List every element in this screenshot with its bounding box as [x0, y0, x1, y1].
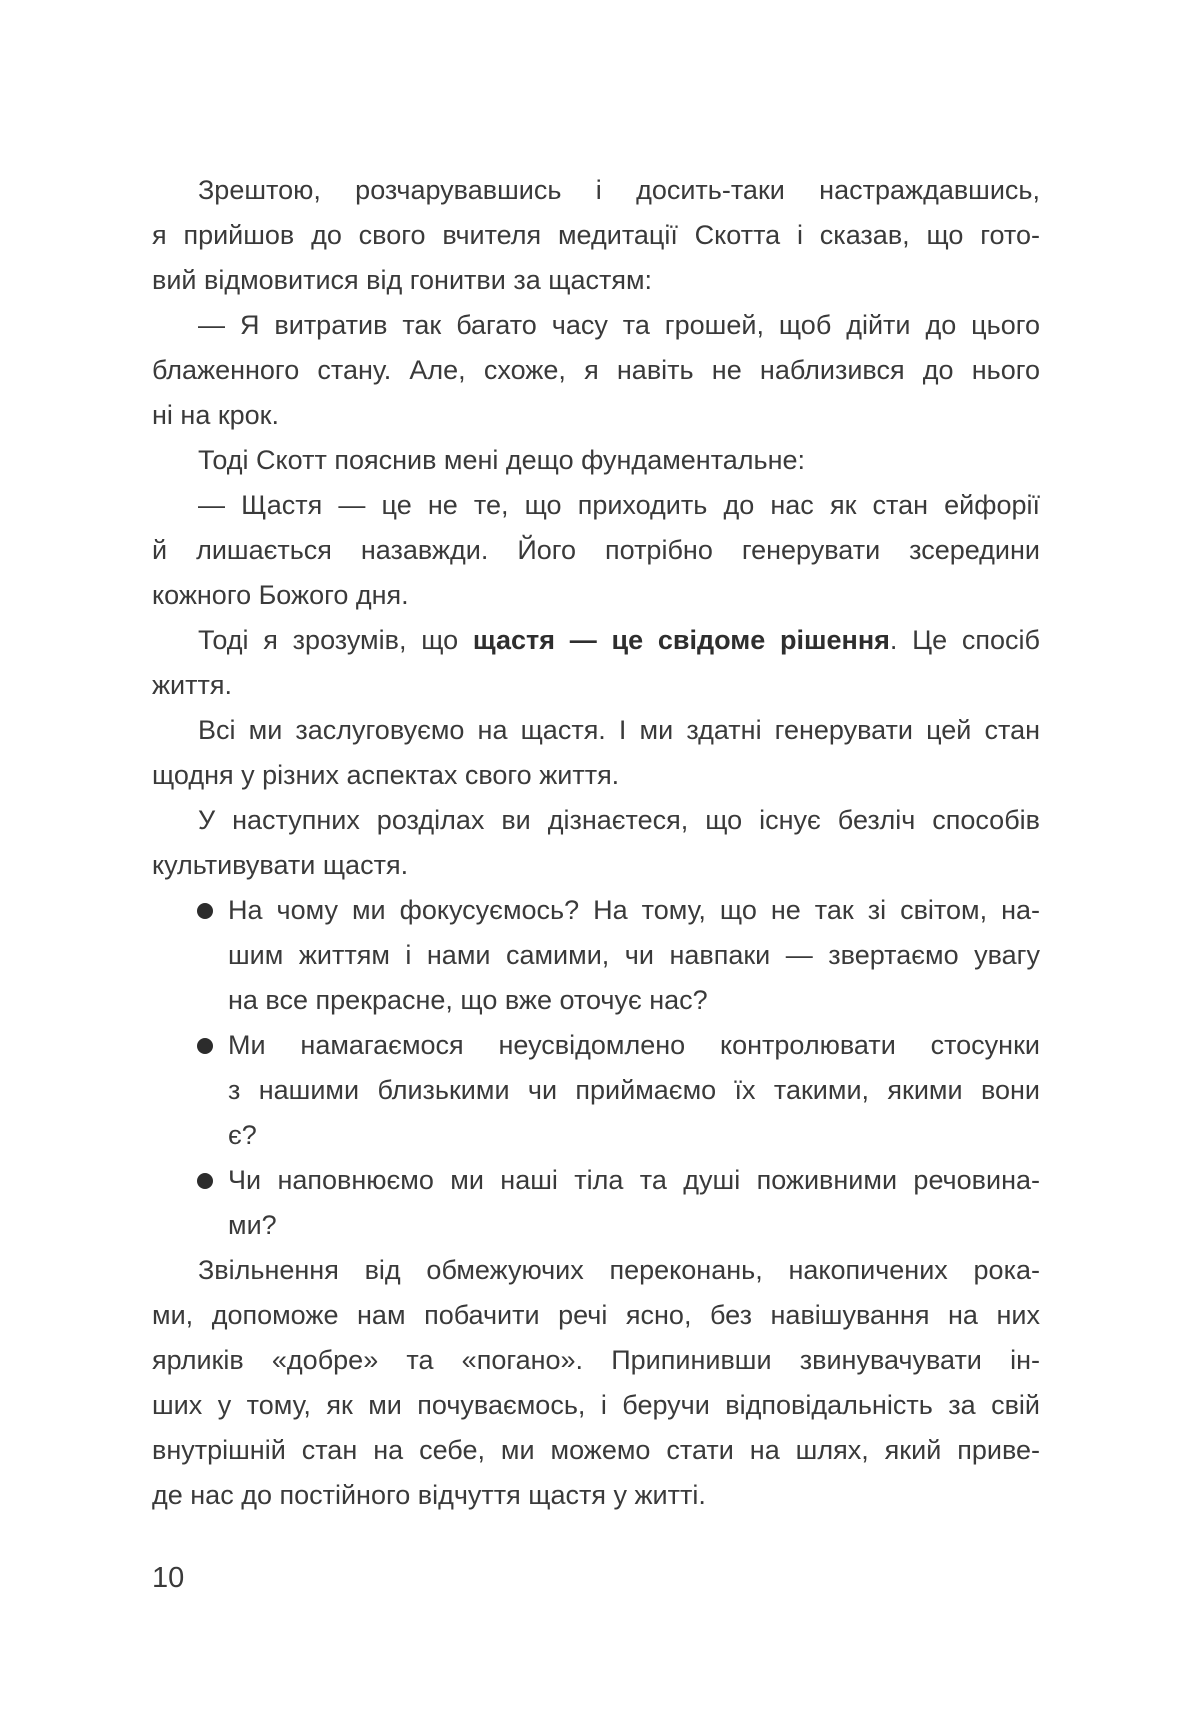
- body-text: У наступних розділах ви дізнаєтеся, що існує безліч способів: [198, 805, 1040, 835]
- body-text: з нашими близькими чи приймаємо їх такими, якими вони: [228, 1075, 1040, 1105]
- text-line: [152, 393, 1040, 438]
- text-line: [152, 303, 1040, 348]
- text-line: [152, 573, 1040, 618]
- bullet-line: [152, 1023, 1040, 1068]
- body-text: щодня у різних аспектах свого життя.: [152, 760, 620, 790]
- body-text: кожного Божого дня.: [152, 580, 409, 610]
- bullet-line: [152, 1113, 1040, 1158]
- body-text: блаженного стану. Але, схоже, я навіть не наблизився до нього: [152, 355, 1040, 385]
- body-text: шим життям і нами самими, чи навпаки — звертаємо увагу: [228, 940, 1040, 970]
- body-text: ні на крок.: [152, 400, 279, 430]
- bullet-icon: [197, 1173, 213, 1189]
- body-text: я прийшов до свого вчителя медитації Скотта і сказав, що гото-: [152, 220, 1040, 250]
- body-text: Зрештою, розчарувавшись і досить-таки настраждавшись,: [198, 175, 1040, 205]
- bullet-icon: [197, 1038, 213, 1054]
- body-text: ми, допоможе нам побачити речі ясно, без навішування на них: [152, 1300, 1040, 1330]
- bullet-icon: [197, 903, 213, 919]
- body-text: де нас до постійного відчуття щастя у житті.: [152, 1480, 706, 1510]
- body-text: ярликів «добре» та «погано». Припинивши звинувачувати ін-: [152, 1345, 1040, 1375]
- text-line: [152, 843, 1040, 888]
- body-text: Звільнення від обмежуючих переконань, накопичених рока-: [198, 1255, 1040, 1285]
- text-line: [152, 213, 1040, 258]
- page-number: 10: [152, 1562, 185, 1594]
- text-line: [152, 708, 1040, 753]
- text-line: [152, 1338, 1040, 1383]
- text-line: [152, 663, 1040, 708]
- text-line: [152, 1293, 1040, 1338]
- text-line: [152, 798, 1040, 843]
- body-text: ми?: [228, 1210, 277, 1240]
- bullet-line: [152, 888, 1040, 933]
- text-line: [152, 258, 1040, 303]
- text-line: [152, 1248, 1040, 1293]
- text-line: [152, 1383, 1040, 1428]
- text-line: [152, 1473, 1040, 1518]
- body-text: є?: [228, 1120, 257, 1150]
- body-text: культивувати щастя.: [152, 850, 409, 880]
- bullet-line: [152, 1158, 1040, 1203]
- body-text: й лишається назавжди. Його потрібно генерувати зсередини: [152, 535, 1040, 565]
- text-line: [152, 753, 1040, 798]
- body-text: — Щастя — це не те, що приходить до нас як стан ейфорії: [198, 490, 1040, 520]
- body-text: — Я витратив так багато часу та грошей, щоб дійти до цього: [198, 310, 1040, 340]
- bullet-line: [152, 1068, 1040, 1113]
- text-line: [152, 438, 1040, 483]
- body-text: внутрішній стан на себе, ми можемо стати на шлях, який приве-: [152, 1435, 1040, 1465]
- body-text: Тоді Скотт пояснив мені дещо фундаментальне:: [198, 445, 806, 475]
- bullet-line: [152, 933, 1040, 978]
- text-line: [152, 348, 1040, 393]
- body-text: . Це спосіб: [889, 625, 1040, 655]
- text-line: [152, 168, 1040, 213]
- text-line: [152, 618, 1040, 663]
- body-text: Всі ми заслуговуємо на щастя. І ми здатні генерувати цей стан: [198, 715, 1040, 745]
- body-text: Чи наповнюємо ми наші тіла та душі поживними речовина-: [228, 1165, 1040, 1195]
- body-text: Ми намагаємося неусвідомлено контролювати стосунки: [228, 1030, 1040, 1060]
- body-text: життя.: [152, 670, 232, 700]
- body-text: Тоді я зрозумів, що: [198, 625, 473, 655]
- bullet-line: [152, 978, 1040, 1023]
- body-text: ших у тому, як ми почуваємось, і беручи відповідальність за свій: [152, 1390, 1040, 1420]
- text-line: [152, 528, 1040, 573]
- emphasized-text: щастя — це свідоме рішення: [472, 625, 890, 655]
- text-line: [152, 1428, 1040, 1473]
- body-text: на все прекрасне, що вже оточує нас?: [228, 985, 708, 1015]
- body-text: вий відмовитися від гонитви за щастям:: [152, 265, 653, 295]
- bullet-line: [152, 1203, 1040, 1248]
- body-text: На чому ми фокусуємось? На тому, що не так зі світом, на-: [228, 895, 1040, 925]
- text-line: [152, 483, 1040, 528]
- text-block: [152, 168, 1040, 1518]
